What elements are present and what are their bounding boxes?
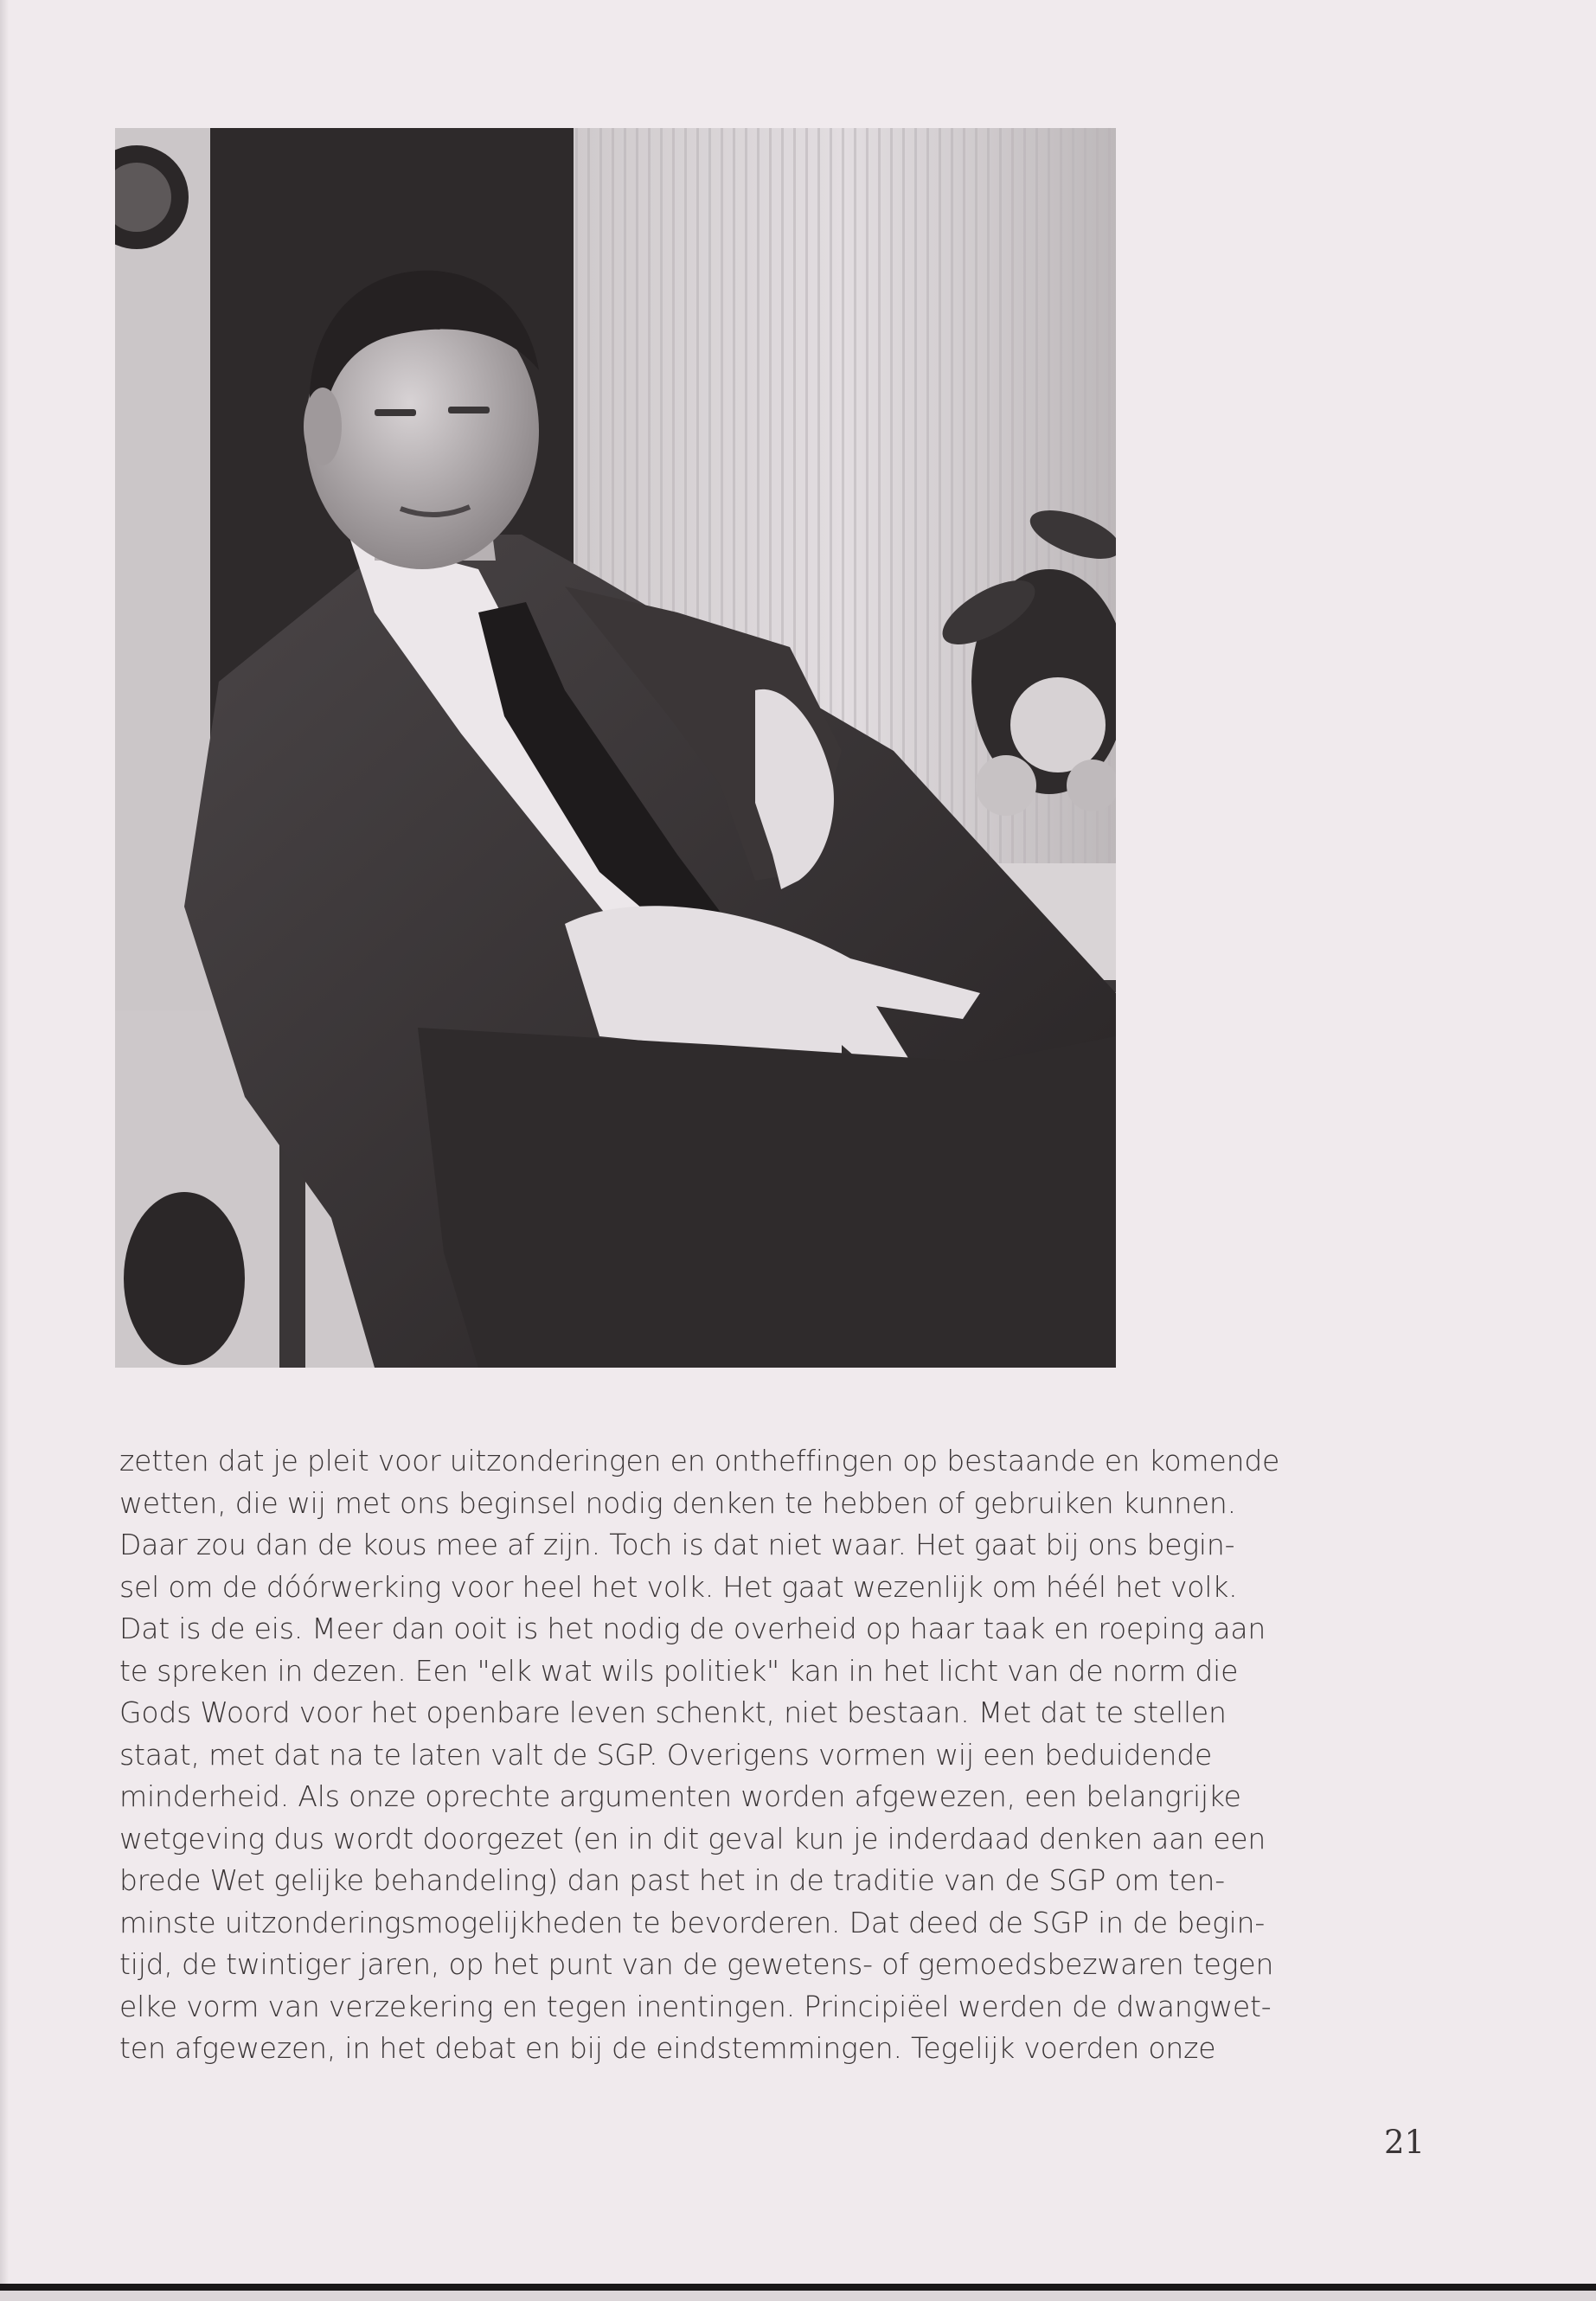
text-line: wetgeving dus wordt doorgezet (en in dit geval kun je inderdaad denken aan een	[119, 1821, 1266, 1856]
text-line: sel om de dóórwerking voor heel het volk. Het gaat wezenlijk om héél het volk.	[119, 1569, 1238, 1604]
portrait-photograph	[115, 128, 1116, 1368]
text-line: brede Wet gelijke behandeling) dan past het in de traditie van de SGP om ten-	[119, 1863, 1225, 1897]
text-line: staat, met dat na te laten valt de SGP. Overigens vormen wij een beduidende	[119, 1737, 1213, 1772]
text-line: Gods Woord voor het openbare leven schenkt, niet bestaan. Met dat te stellen	[119, 1695, 1227, 1729]
body-paragraph	[119, 1440, 1417, 2070]
text-line: minste uitzonderingsmogelijkheden te bevorderen. Dat deed de SGP in de begin-	[119, 1905, 1266, 1939]
text-line: minderheid. Als onze oprechte argumenten worden afgewezen, een belangrijke	[119, 1779, 1241, 1813]
text-line: tijd, de twintiger jaren, op het punt van de gewetens- of gemoedsbezwaren tegen	[119, 1947, 1274, 1981]
text-line: zetten dat je pleit voor uitzonderingen en ontheffingen op bestaande en komende	[119, 1444, 1280, 1477]
scan-bottom-edge	[0, 2284, 1596, 2291]
text-line: Dat is de eis. Meer dan ooit is het nodig de overheid op haar taak en roeping aan	[119, 1612, 1266, 1645]
page-gutter-edge	[0, 0, 9, 2301]
text-line: Daar zou dan de kous mee af zijn. Toch is dat niet waar. Het gaat bij ons begin-	[119, 1528, 1235, 1561]
page-number: 21	[1384, 2124, 1426, 2161]
text-line: wetten, die wij met ons beginsel nodig denken te hebben of gebruiken kunnen.	[119, 1485, 1236, 1520]
scan-bottom-strip	[0, 2291, 1596, 2301]
text-line: ten afgewezen, in het debat en bij de eindstemmingen. Tegelijk voerden onze	[119, 2031, 1216, 2065]
photograph-illustration	[115, 128, 1116, 1368]
text-line: elke vorm van verzekering en tegen inentingen. Principiëel werden de dwangwet-	[119, 1989, 1272, 2023]
text-line: te spreken in dezen. Een "elk wat wils politiek" kan in het licht van de norm die	[119, 1653, 1239, 1688]
